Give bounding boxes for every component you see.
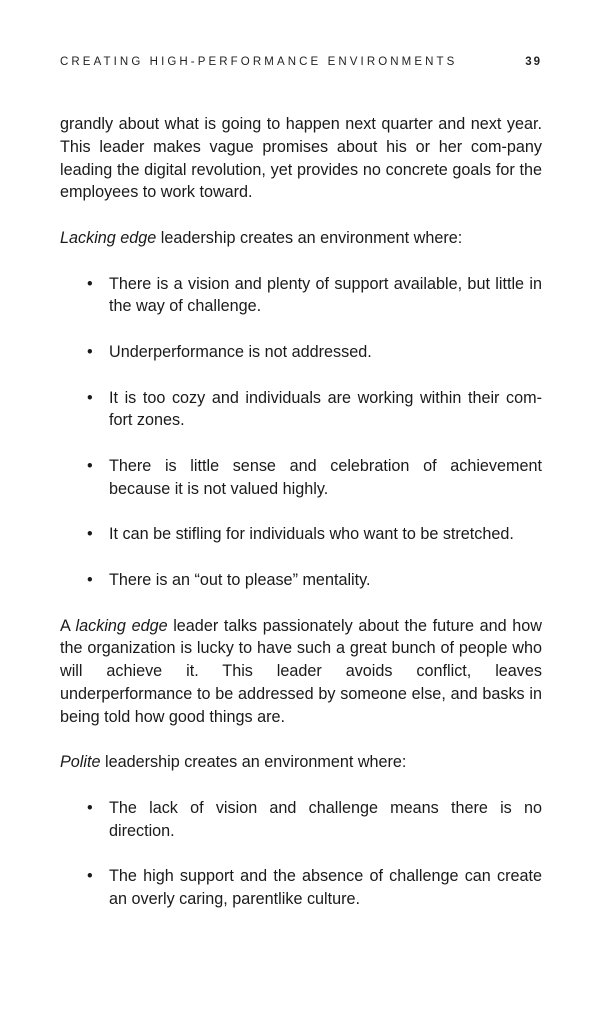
list-item xyxy=(60,455,542,501)
lacking-edge-intro xyxy=(60,227,542,250)
bullet-icon: • xyxy=(87,867,93,886)
bullet-icon: • xyxy=(87,388,93,407)
bullet-icon: • xyxy=(87,456,93,475)
bullet-icon: • xyxy=(87,274,93,293)
polite-term: Polite xyxy=(60,753,101,772)
paragraph-text: leader talks passionately about the future and how the organization is lucky to have such a great bunch of people who will achieve it. This leader avoids conflict, leaves underperformance to be addressed by someone else, and basks in being told how good things are. xyxy=(60,616,542,726)
body-text xyxy=(60,113,542,934)
list-item-text: There is an “out to please” mentality. xyxy=(109,570,371,589)
list-item xyxy=(60,273,542,319)
lacking-edge-leader-paragraph xyxy=(60,615,542,729)
polite-list xyxy=(60,797,542,911)
lacking-edge-intro-text: leadership creates an environment where: xyxy=(156,228,463,247)
list-item xyxy=(60,865,542,911)
list-item-text: The lack of vision and challenge means there is no direction. xyxy=(109,798,542,840)
list-item xyxy=(60,341,542,364)
list-item xyxy=(60,523,542,546)
bullet-icon: • xyxy=(87,570,93,589)
list-item-text: It is too cozy and individuals are working within their com-fort zones. xyxy=(109,388,542,430)
list-item-text: It can be stifling for individuals who want to be stretched. xyxy=(109,525,514,544)
list-item-text: There is little sense and celebration of achievement because it is not valued highly. xyxy=(109,456,542,498)
lacking-edge-term: Lacking edge xyxy=(60,228,157,247)
bullet-icon: • xyxy=(87,525,93,544)
list-item xyxy=(60,387,542,433)
paragraph-continuation: grandly about what is going to happen next quarter and next year. This leader makes vague promises about his or her com-pany leading the digital revolution, yet provides no concrete goals for the employees to work toward. xyxy=(60,115,542,202)
list-item xyxy=(60,569,542,592)
polite-intro-text: leadership creates an environment where: xyxy=(100,753,407,772)
list-item-text: The high support and the absence of challenge can create an overly caring, parentlike culture. xyxy=(109,867,542,909)
bullet-icon: • xyxy=(87,798,93,817)
list-item-text: There is a vision and plenty of support available, but little in the way of challenge. xyxy=(109,274,542,316)
list-item xyxy=(60,797,542,843)
lacking-edge-list xyxy=(60,273,542,592)
paragraph-text: A xyxy=(60,616,76,635)
lacking-edge-term: lacking edge xyxy=(75,616,168,635)
list-item-text: Underperformance is not addressed. xyxy=(109,342,372,361)
page-number: 39 xyxy=(525,56,542,68)
bullet-icon: • xyxy=(87,342,93,361)
running-title: CREATING HIGH-PERFORMANCE ENVIRONMENTS xyxy=(60,56,458,68)
polite-intro xyxy=(60,751,542,774)
